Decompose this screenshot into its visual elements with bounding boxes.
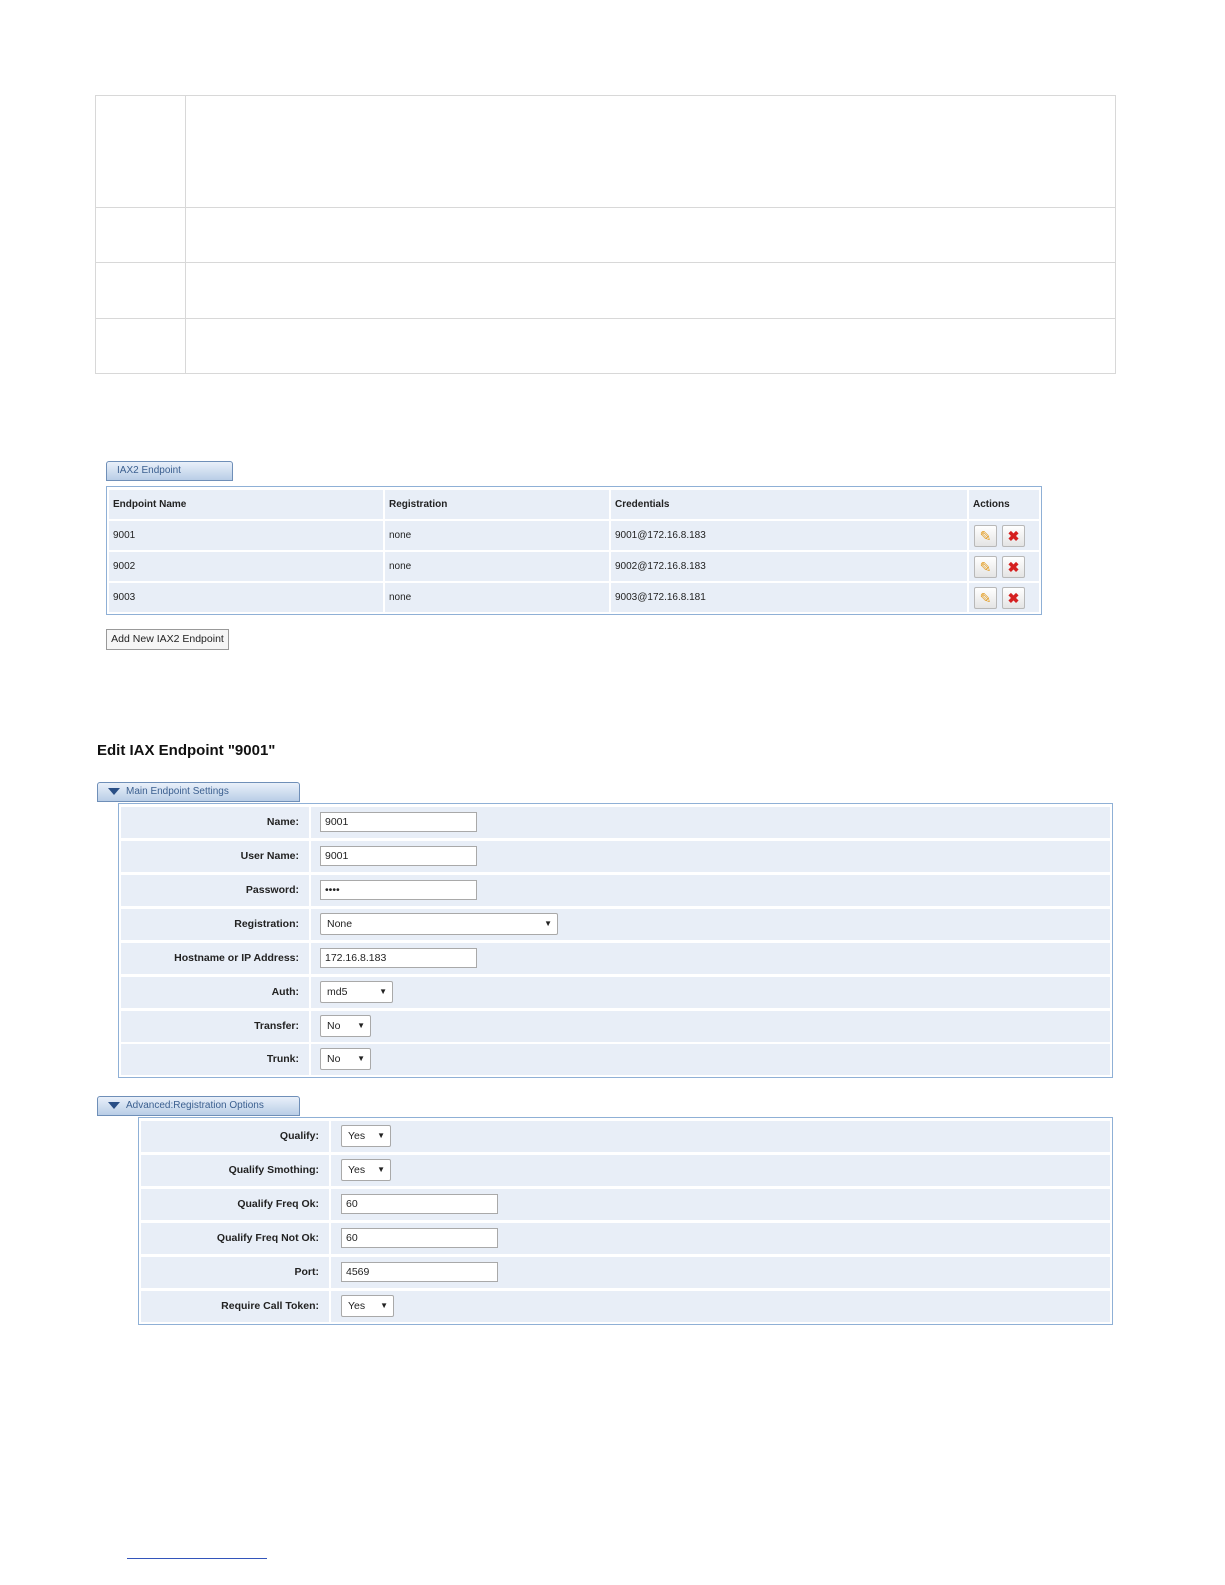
registration-select-value: None [327,918,353,930]
chevron-down-icon: ▼ [544,919,552,928]
user-name-field[interactable]: 9001 [320,846,477,866]
require-call-token-label: Require Call Token: [141,1291,331,1322]
trunk-select[interactable] [320,1048,371,1070]
document-table-column-divider [185,96,186,373]
transfer-label: Transfer: [121,1011,311,1042]
form-row-registration [121,909,1110,940]
document-table [95,95,1116,374]
edit-button[interactable] [974,587,997,609]
table-row [109,552,1039,581]
registration-select[interactable] [320,913,558,935]
table-header-row [109,490,1039,519]
port-field[interactable]: 4569 [341,1262,498,1282]
pencil-icon: ✎ [979,528,992,544]
name-label: Name: [121,807,311,838]
qualify-label: Qualify: [141,1121,331,1152]
form-row-qualify-freq-not-ok [141,1223,1110,1254]
table-row [109,521,1039,550]
chevron-down-icon: ▼ [380,1301,388,1310]
tab-iax2-endpoint[interactable] [106,461,233,481]
form-row-qualify-smothing [141,1155,1110,1186]
registration-cell: none [385,552,611,581]
qualify-smothing-label: Qualify Smothing: [141,1155,331,1186]
endpoint-name-cell: 9001 [109,521,385,550]
qualify-freq-not-ok-label: Qualify Freq Not Ok: [141,1223,331,1254]
qualify-freq-ok-field[interactable]: 60 [341,1194,498,1214]
main-endpoint-settings-panel [118,803,1113,1078]
add-new-iax2-endpoint-button[interactable]: Add New IAX2 Endpoint [106,629,229,650]
chevron-down-icon: ▼ [379,987,387,996]
tab-advanced-registration-options-label: Advanced:Registration Options [126,1100,264,1111]
chevron-down-icon: ▼ [377,1131,385,1140]
transfer-select-value: No [327,1020,341,1032]
require-call-token-select[interactable] [341,1295,394,1317]
delete-button[interactable] [1002,556,1025,578]
auth-label: Auth: [121,977,311,1008]
form-row-trunk [121,1044,1110,1075]
registration-cell: none [385,521,611,550]
hostname-field[interactable]: 172.16.8.183 [320,948,477,968]
qualify-select-value: Yes [348,1130,366,1142]
pencil-icon: ✎ [979,559,992,575]
password-field[interactable]: •••• [320,880,477,900]
form-row-hostname [121,943,1110,974]
qualify-smothing-select[interactable] [341,1159,391,1181]
edit-button[interactable] [974,556,997,578]
actions-cell [969,521,1041,550]
registration-label: Registration: [121,909,311,940]
chevron-down-icon: ▼ [357,1054,365,1063]
endpoint-name-cell: 9002 [109,552,385,581]
document-table-row-divider [96,207,1115,208]
qualify-smothing-select-value: Yes [348,1164,366,1176]
form-row-qualify-freq-ok [141,1189,1110,1220]
form-row-user-name [121,841,1110,872]
table-row [109,583,1039,612]
document-table-row-divider [96,318,1115,319]
auth-select-value: md5 [327,986,348,998]
pencil-icon: ✎ [979,590,992,606]
form-row-port [141,1257,1110,1288]
actions-cell [969,583,1041,612]
registration-cell: none [385,583,611,612]
form-row-password [121,875,1110,906]
endpoint-name-cell: 9003 [109,583,385,612]
header-endpoint-name: Endpoint Name [109,490,385,519]
form-row-transfer [121,1011,1110,1042]
hostname-label: Hostname or IP Address: [121,943,311,974]
password-label: Password: [121,875,311,906]
credentials-cell: 9001@172.16.8.183 [611,521,969,550]
tab-main-endpoint-settings[interactable] [97,782,300,802]
port-label: Port: [141,1257,331,1288]
require-call-token-select-value: Yes [348,1300,366,1312]
trunk-label: Trunk: [121,1044,311,1075]
footer-link-underline [127,1558,267,1559]
qualify-select[interactable] [341,1125,391,1147]
form-row-require-call-token [141,1291,1110,1322]
collapse-triangle-icon [108,788,120,795]
chevron-down-icon: ▼ [357,1021,365,1030]
header-registration: Registration [385,490,611,519]
user-name-label: User Name: [121,841,311,872]
form-row-name [121,807,1110,838]
auth-select[interactable] [320,981,393,1003]
delete-x-icon: ✖ [1007,590,1020,606]
credentials-cell: 9002@172.16.8.183 [611,552,969,581]
delete-button[interactable] [1002,587,1025,609]
collapse-triangle-icon [108,1102,120,1109]
endpoint-list-table [106,486,1042,615]
trunk-select-value: No [327,1053,341,1065]
document-table-row-divider [96,262,1115,263]
form-row-auth [121,977,1110,1008]
delete-button[interactable] [1002,525,1025,547]
advanced-registration-options-panel [138,1117,1113,1325]
name-field[interactable]: 9001 [320,812,477,832]
qualify-freq-ok-label: Qualify Freq Ok: [141,1189,331,1220]
header-credentials: Credentials [611,490,969,519]
transfer-select[interactable] [320,1015,371,1037]
header-actions: Actions [973,499,1010,510]
tab-advanced-registration-options[interactable] [97,1096,300,1116]
qualify-freq-not-ok-field[interactable]: 60 [341,1228,498,1248]
delete-x-icon: ✖ [1007,559,1020,575]
chevron-down-icon: ▼ [377,1165,385,1174]
tab-iax2-endpoint-label: IAX2 Endpoint [117,465,181,476]
page-title: Edit IAX Endpoint "9001" [97,742,276,759]
tab-main-endpoint-settings-label: Main Endpoint Settings [126,786,229,797]
credentials-cell: 9003@172.16.8.181 [611,583,969,612]
delete-x-icon: ✖ [1007,528,1020,544]
actions-cell [969,552,1041,581]
form-row-qualify [141,1121,1110,1152]
edit-button[interactable] [974,525,997,547]
